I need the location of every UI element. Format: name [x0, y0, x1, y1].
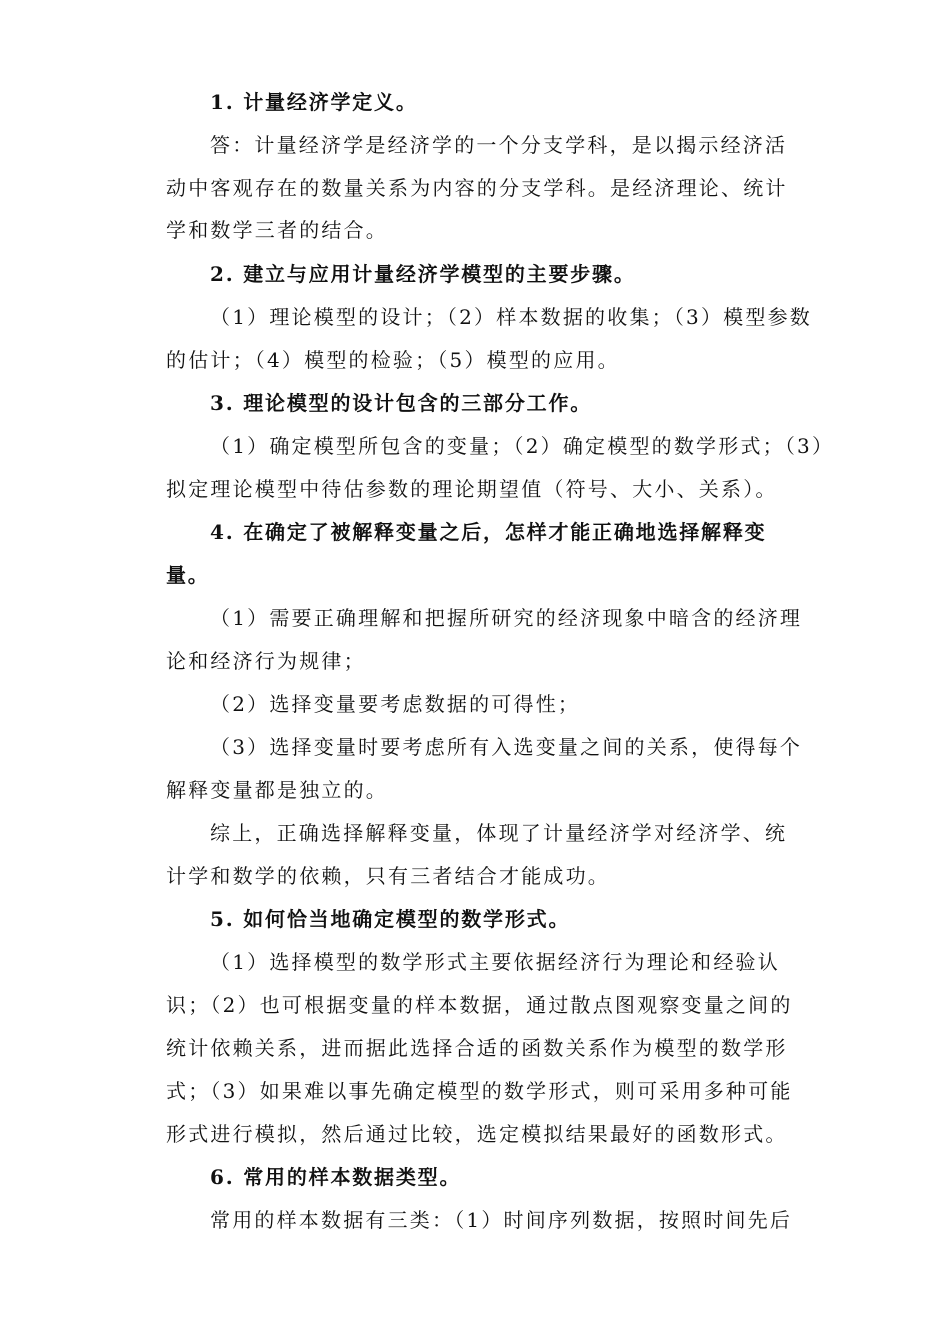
paragraph-line: 识；（2）也可根据变量的样本数据，通过散点图观察变量之间的	[166, 993, 793, 1017]
heading-4-cont: 量。	[166, 563, 210, 587]
paragraph-line: 式；（3）如果难以事先确定模型的数学形式，则可采用多种可能	[166, 1079, 793, 1103]
paragraph-line: （3）选择变量时要考虑所有入选变量之间的关系，使得每个	[210, 735, 803, 759]
paragraph-line: 解释变量都是独立的。	[166, 778, 388, 802]
paragraph-line: 形式进行模拟，然后通过比较，选定模拟结果最好的函数形式。	[166, 1122, 788, 1146]
paragraph-line: 答：计量经济学是经济学的一个分支学科，是以揭示经济活	[210, 133, 788, 157]
paragraph-line: 论和经济行为规律；	[166, 649, 366, 673]
paragraph-line: 动中客观存在的数量关系为内容的分支学科。是经济理论、统计	[166, 176, 788, 200]
heading-1: 1. 计量经济学定义。	[210, 90, 418, 114]
heading-5: 5. 如何恰当地确定模型的数学形式。	[210, 907, 571, 931]
paragraph-line: （1）选择模型的数学形式主要依据经济行为理论和经验认	[210, 950, 780, 974]
paragraph-line: （1）理论模型的设计；（2）样本数据的收集；（3）模型参数	[210, 305, 812, 329]
paragraph-line: 常用的样本数据有三类：（1）时间序列数据，按照时间先后	[210, 1208, 793, 1232]
heading-6: 6. 常用的样本数据类型。	[210, 1165, 462, 1189]
paragraph-line: 计学和数学的依赖，只有三者结合才能成功。	[166, 864, 610, 888]
paragraph-line: 的估计；（4）模型的检验；（5）模型的应用。	[166, 348, 620, 372]
heading-3: 3. 理论模型的设计包含的三部分工作。	[210, 391, 593, 415]
paragraph-line: （1）确定模型所包含的变量；（2）确定模型的数学形式；（3）	[210, 434, 835, 458]
heading-2: 2. 建立与应用计量经济学模型的主要步骤。	[210, 262, 636, 286]
paragraph-line: 拟定理论模型中待估参数的理论期望值（符号、大小、关系）。	[166, 477, 778, 501]
paragraph-line: （1）需要正确理解和把握所研究的经济现象中暗含的经济理	[210, 606, 803, 630]
paragraph-line: （2）选择变量要考虑数据的可得性；	[210, 692, 581, 716]
heading-4: 4. 在确定了被解释变量之后，怎样才能正确地选择解释变	[210, 520, 767, 544]
paragraph-line: 统计依赖关系，进而据此选择合适的函数关系作为模型的数学形	[166, 1036, 788, 1060]
paragraph-line: 学和数学三者的结合。	[166, 218, 388, 242]
paragraph-line: 综上，正确选择解释变量，体现了计量经济学对经济学、统	[210, 821, 788, 845]
